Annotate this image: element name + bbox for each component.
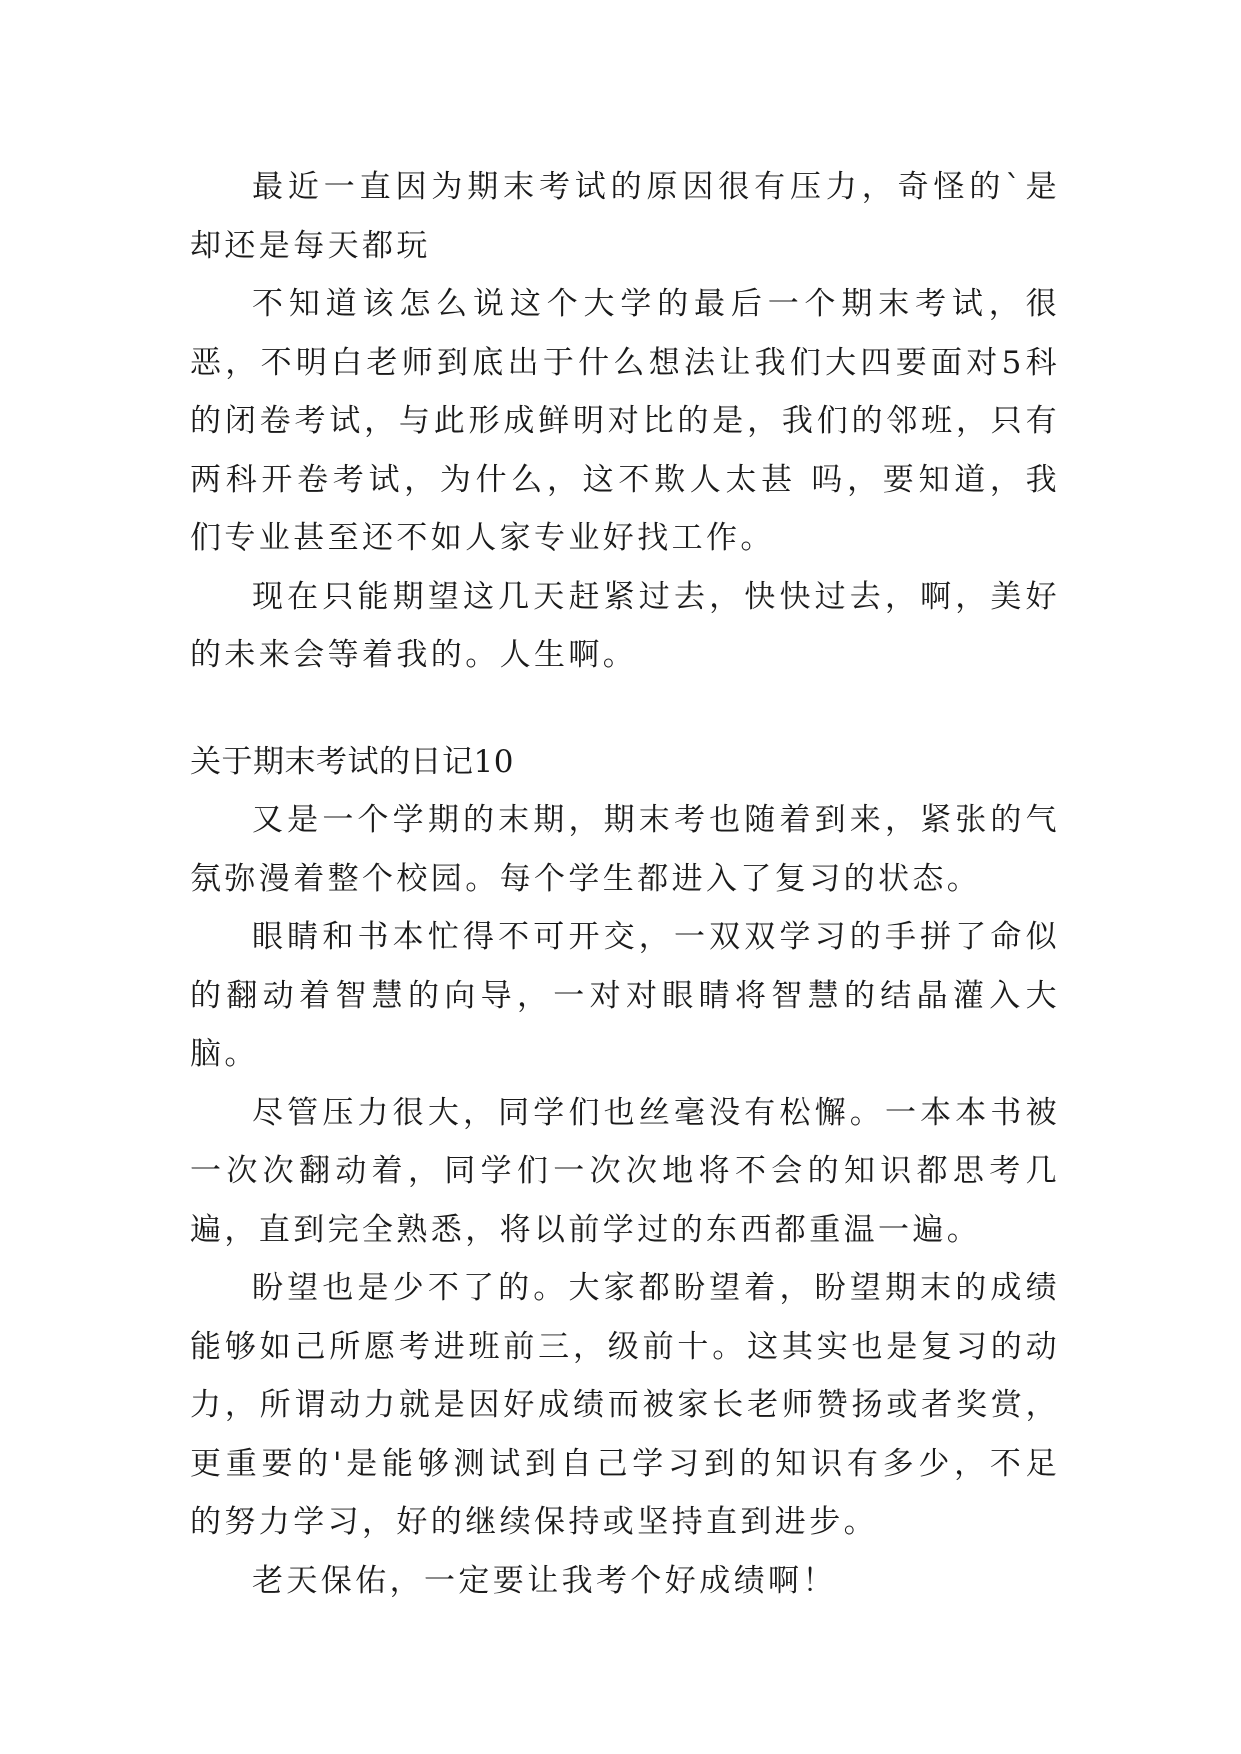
paragraph: 眼睛和书本忙得不可开交，一双双学习的手拼了命似的翻动着智慧的向导，一对对眼睛将智慧的结晶灌入大脑。 xyxy=(190,919,1060,1072)
paragraph: 又是一个学期的末期，期末考也随着到来，紧张的气氛弥漫着整个校园。每个学生都进入了复习的状态。 xyxy=(190,802,1060,897)
paragraph: 不知道该怎么说这个大学的最后一个期末考试，很恶，不明白老师到底出于什么想法让我们大四要面对5科的闭卷考试，与此形成鲜明对比的是，我们的邻班，只有两科开卷考试，为什么，这不欺人太甚 吗，要知道，我们专业甚至还不如人家专业好找工作。 xyxy=(190,286,1060,556)
document-body xyxy=(190,158,1060,1610)
paragraph: 最近一直因为期末考试的原因很有压力，奇怪的`是却还是每天都玩 xyxy=(190,169,1060,264)
paragraph: 盼望也是少不了的。大家都盼望着，盼望期末的成绩能够如己所愿考进班前三，级前十。这其实也是复习的动力，所谓动力就是因好成绩而被家长老师赞扬或者奖赏，更重要的'是能够测试到自己学习到的知识有多少，不足的努力学习，好的继续保持或坚持直到进步。 xyxy=(190,1270,1060,1540)
paragraph: 老天保佑，一定要让我考个好成绩啊！ xyxy=(252,1562,837,1599)
paragraph: 尽管压力很大，同学们也丝毫没有松懈。一本本书被一次次翻动着，同学们一次次地将不会的知识都思考几遍，直到完全熟悉，将以前学过的东西都重温一遍。 xyxy=(190,1094,1060,1248)
section-heading: 关于期末考试的日记10 xyxy=(190,743,514,780)
paragraph: 现在只能期望这几天赶紧过去，快快过去，啊，美好的未来会等着我的。人生啊。 xyxy=(190,578,1060,673)
